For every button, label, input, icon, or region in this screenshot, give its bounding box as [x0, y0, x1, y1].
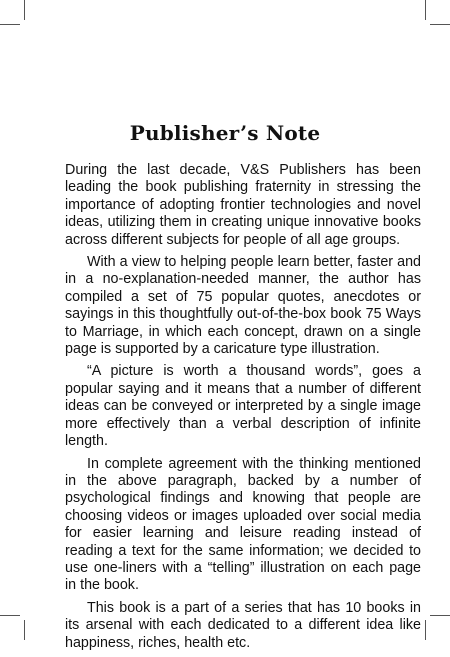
crop-mark-bottom-right-horizontal	[430, 615, 450, 616]
crop-mark-top-right-horizontal	[430, 24, 450, 25]
body-text	[65, 162, 421, 657]
crop-mark-bottom-left-horizontal	[0, 615, 20, 616]
crop-mark-bottom-left	[24, 620, 25, 640]
page-title: Publisher’s Note	[129, 121, 321, 145]
paragraph-4: In complete agreement with the thinking mentioned in the above paragraph, backed by a number of psychological findings and knowing that people are choosing videos or images uploaded over social media for easier learning and leisure reading instead of reading a text for the same information; we decided to use one-liners with a “telling” illustration on each page in the book.	[65, 455, 421, 594]
crop-mark-top-left	[24, 0, 25, 20]
crop-mark-top-left-horizontal	[0, 24, 20, 25]
crop-mark-bottom-right	[425, 620, 426, 640]
paragraph-2: With a view to helping people learn better, faster and in a no-explanation-needed manner, the author has compiled a set of 75 popular quotes, anecdotes or sayings in this thoughtfully out-of-the-box book 75 Ways to Marriage, in which each concept, drawn on a single page is supported by a caricature type illustration.	[65, 254, 421, 358]
crop-mark-top-right	[425, 0, 426, 20]
paragraph-1: During the last decade, V&S Publishers has been leading the book publishing fraternity in stressing the importance of adopting frontier technologies and novel ideas, utilizing them in creating unique innovative books across different subjects for people of all age groups.	[65, 162, 421, 248]
paragraph-5: This book is a part of a series that has 10 books in its arsenal with each dedicated to a different idea like happiness, riches, health etc.	[65, 599, 421, 651]
paragraph-3: “A picture is worth a thousand words”, goes a popular saying and it means that a number of different ideas can be conveyed or interpreted by a single image more effectively than a verbal description of infinite length.	[65, 363, 421, 450]
